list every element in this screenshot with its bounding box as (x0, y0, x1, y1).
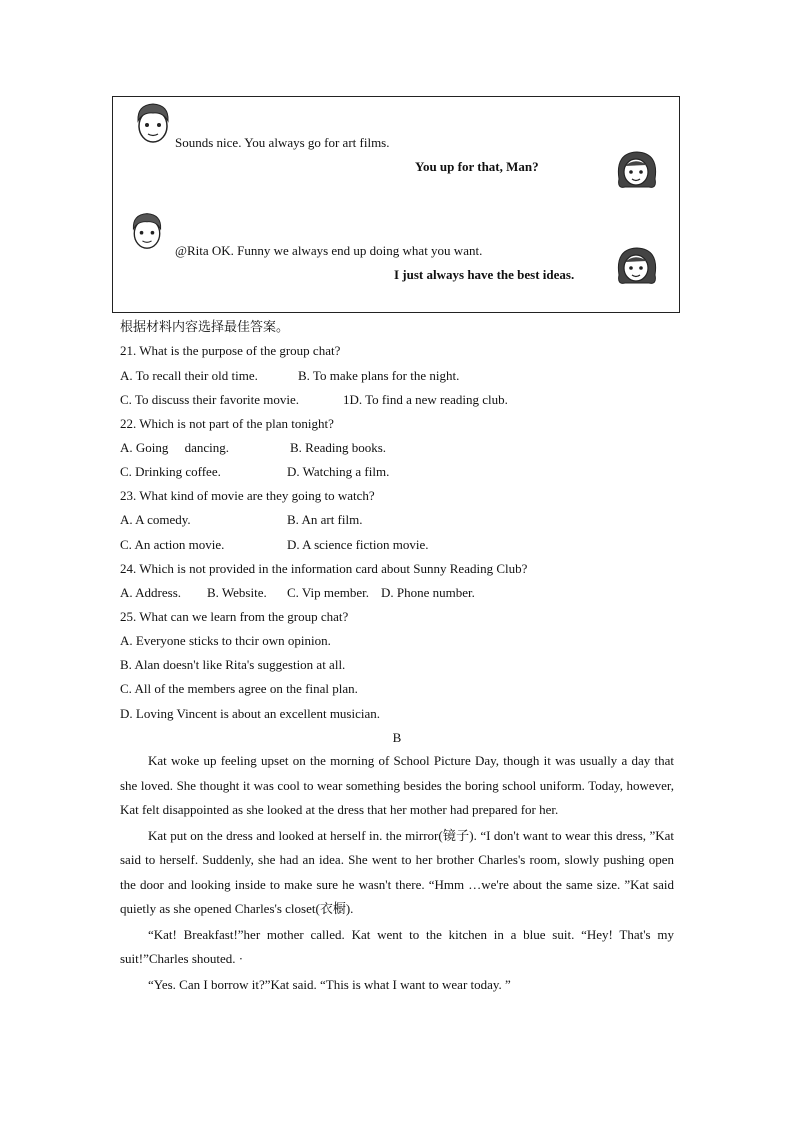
reading-passage (120, 749, 674, 997)
boy-avatar-icon (127, 209, 167, 251)
option: B. Alan doesn't like Rita's suggestion at all. (120, 657, 346, 672)
option: A. Everyone sticks to thcir own opinion. (120, 633, 331, 648)
option: C. To discuss their favorite movie. (120, 392, 300, 407)
option: C. An action movie. (120, 537, 225, 552)
question-stem: 24. Which is not provided in the information card about Sunny Reading Club? (120, 561, 528, 576)
chat-message: I just always have the best ideas. (394, 267, 575, 282)
option: C. All of the members agree on the final plan. (120, 681, 358, 696)
chat-message: @Rita OK. Funny we always end up doing what you want. (175, 243, 483, 258)
boy-avatar-icon (131, 99, 175, 145)
option: A. To recall their old time. (120, 368, 258, 383)
option: 1D. To find a new reading club. (343, 392, 508, 407)
option: A. A comedy. (120, 512, 191, 527)
option: D. Loving Vincent is about an excellent musician. (120, 706, 380, 721)
option: C. Vip member. (287, 585, 370, 600)
question-stem: 25. What can we learn from the group chat? (120, 609, 349, 624)
girl-avatar-icon (613, 245, 661, 287)
option: A. Address. (120, 585, 182, 600)
option: A. Going dancing. (120, 440, 230, 455)
question-stem: 21. What is the purpose of the group chat? (120, 343, 341, 358)
option: B. An art film. (287, 512, 363, 527)
section-label: B (392, 730, 402, 745)
chat-message: Sounds nice. You always go for art films. (175, 135, 390, 150)
option: C. Drinking coffee. (120, 464, 221, 479)
option: D. A science fiction movie. (287, 537, 429, 552)
option: D. Watching a film. (287, 464, 390, 479)
question-stem: 23. What kind of movie are they going to watch? (120, 488, 375, 503)
question-stem: 22. Which is not part of the plan tonight? (120, 416, 334, 431)
girl-avatar-icon (613, 149, 661, 191)
option: B. Reading books. (290, 440, 387, 455)
group-chat-box (112, 96, 680, 313)
passage-paragraph: “Yes. Can I borrow it?”Kat said. “This is what I want to wear today. ” (148, 976, 511, 992)
option: B. To make plans for the night. (298, 368, 460, 383)
passage-paragraph: “Kat! Breakfast!”her mother called. Kat went to the kitchen in a blue suit. “Hey! That's my suit!”Charles shouted. · (120, 926, 674, 966)
passage-paragraph: Kat put on the dress and looked at herself in. the mirror(镜子). “I don't want to wear this dress, ”Kat said to herself. Suddenly, she had an idea. She went to her brother Charles's room, slowly pushing open the door and looking inside to make sure he wasn't there. “Hmm …we're about the same size. ”Kat said quietly as she opened Charles's closet(衣橱). (120, 827, 674, 916)
option: B. Website. (207, 585, 267, 600)
chat-message: You up for that, Man? (415, 159, 539, 174)
passage-paragraph: Kat woke up feeling upset on the morning of School Picture Day, though it was usually a day that she loved. She thought it was cool to wear something besides the boring school uniform. Today, however, Kat felt disappointed as she looked at the dress that her mother had prepared for her. (120, 753, 674, 817)
option: D. Phone number. (381, 585, 475, 600)
instruction-text: 根据材料内容选择最佳答案。 (120, 319, 290, 334)
